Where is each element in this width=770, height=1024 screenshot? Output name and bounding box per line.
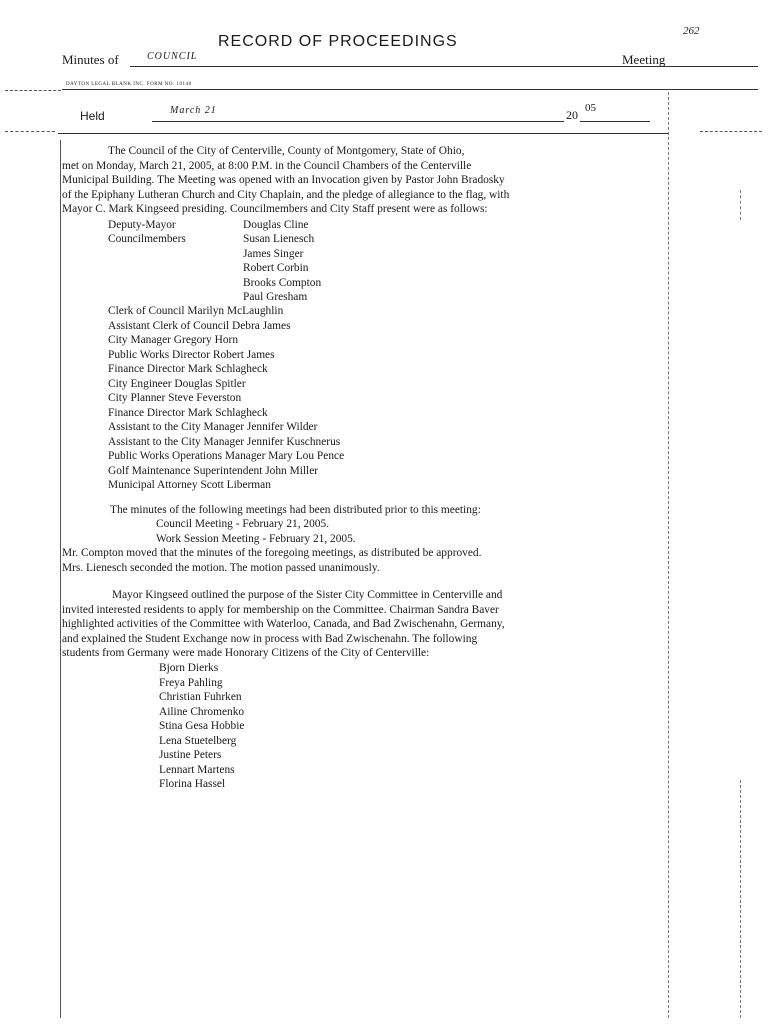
opening-line: met on Monday, March 21, 2005, at 8:00 P.M. in the Council Chambers of the Centerville — [62, 159, 472, 172]
header-rule-left — [5, 90, 61, 91]
held-date: March 21 — [170, 105, 217, 116]
councilmember-list — [243, 232, 321, 305]
staff-member: Finance Director Mark Schlagheck — [108, 363, 268, 375]
staff-member: City Manager Gregory Horn — [108, 334, 239, 346]
student-name: Christian Fuhrken — [159, 691, 242, 703]
deputy-mayor-label: Deputy-Mayor — [108, 219, 176, 231]
minutes-of-label: Minutes of — [62, 52, 119, 67]
sister-city-line: students from Germany were made Honorary Citizens of the City of Centerville: — [62, 647, 430, 660]
right-edge-mark-lower — [740, 780, 741, 1018]
staff-member: Assistant Clerk of Council Debra James — [108, 319, 291, 332]
section-rule-right — [700, 131, 762, 132]
motion-paragraph — [62, 546, 662, 575]
prior-meetings-list — [156, 517, 356, 546]
councilmember-name: Susan Lienesch — [243, 233, 315, 245]
student-name: Ailine Chromenko — [159, 705, 245, 718]
year-underline — [580, 121, 650, 122]
staff-member: City Engineer Douglas Spitler — [108, 377, 246, 390]
sister-city-paragraph — [62, 588, 662, 661]
minutes-intro: The minutes of the following meetings had been distributed prior to this meeting: — [110, 504, 481, 516]
staff-member: Assistant to the City Manager Jennifer Kuschnerus — [108, 435, 341, 448]
student-name: Stina Gesa Hobbie — [159, 720, 245, 732]
meeting-underline — [618, 66, 758, 67]
sister-city-line: invited interested residents to apply for membership on the Committee. Chairman Sandra Baver — [62, 603, 499, 616]
minutes-of-value: COUNCIL — [147, 51, 198, 62]
section-rule-left — [5, 131, 55, 132]
right-edge-mark — [740, 190, 741, 220]
opening-line: Municipal Building. The Meeting was opened with an Invocation given by Pastor John Bradosky — [62, 174, 505, 187]
student-list — [159, 661, 244, 792]
prior-meeting: Work Session Meeting - February 21, 2005. — [156, 532, 356, 545]
left-margin-rule — [60, 140, 61, 1018]
opening-line: of the Epiphany Lutheran Church and City Chaplain, and the pledge of allegiance to the flag, with — [62, 188, 510, 201]
minutes-of-underline — [130, 66, 620, 67]
held-underline — [152, 121, 564, 122]
student-name: Bjorn Dierks — [159, 662, 219, 674]
opening-line: The Council of the City of Centerville, County of Montgomery, State of Ohio, — [108, 145, 465, 157]
staff-member: Public Works Director Robert James — [108, 348, 275, 361]
page-title: RECORD OF PROCEEDINGS — [218, 33, 458, 50]
student-name: Lennart Martens — [159, 763, 235, 776]
sister-city-line: and explained the Student Exchange now in process with Bad Zwischenahn. The following — [62, 632, 478, 645]
staff-member: Finance Director Mark Schlagheck — [108, 406, 268, 419]
staff-member: Assistant to the City Manager Jennifer Wilder — [108, 421, 318, 433]
councilmember-name: Brooks Compton — [243, 276, 322, 289]
sister-city-line: Mayor Kingseed outlined the purpose of the Sister City Committee in Centerville and — [112, 589, 503, 601]
meeting-label: Meeting — [622, 52, 666, 67]
printer-line: DAYTON LEGAL BLANK INC. FORM NO. 10148 — [66, 82, 192, 87]
motion-line: Mr. Compton moved that the minutes of the foregoing meetings, as distributed be approved. — [62, 547, 482, 559]
councilmember-name: Paul Gresham — [243, 291, 308, 303]
page-number: 262 — [683, 25, 700, 37]
header-rule — [62, 89, 758, 90]
student-name: Lena Stuetelberg — [159, 734, 237, 747]
staff-member: Public Works Operations Manager Mary Lou Pence — [108, 450, 345, 462]
student-name: Freya Pahling — [159, 676, 223, 689]
year-value: 05 — [585, 102, 596, 114]
deputy-mayor-name: Douglas Cline — [243, 219, 309, 231]
staff-list — [108, 304, 344, 493]
opening-line: Mayor C. Mark Kingseed presiding. Councilmembers and City Staff present were as follows: — [62, 203, 488, 216]
prior-meeting: Council Meeting - February 21, 2005. — [156, 518, 330, 530]
held-label: Held — [80, 109, 105, 123]
opening-paragraph — [62, 144, 662, 217]
staff-member: Golf Maintenance Superintendent John Miller — [108, 464, 319, 477]
councilmembers-label: Councilmembers — [108, 233, 186, 245]
section-rule — [58, 133, 668, 134]
year-prefix: 20 — [566, 108, 578, 122]
staff-member: City Planner Steve Feverston — [108, 392, 242, 404]
right-margin-rule — [668, 92, 669, 1018]
staff-member: Municipal Attorney Scott Liberman — [108, 479, 271, 491]
councilmember-name: Robert Corbin — [243, 262, 309, 274]
student-name: Justine Peters — [159, 749, 222, 761]
staff-member: Clerk of Council Marilyn McLaughlin — [108, 305, 284, 317]
student-name: Florina Hassel — [159, 778, 226, 790]
sister-city-line: highlighted activities of the Committee with Waterloo, Canada, and Bad Zwischenahn, Germany, — [62, 618, 505, 631]
councilmember-name: James Singer — [243, 247, 304, 260]
motion-line: Mrs. Lienesch seconded the motion. The motion passed unanimously. — [62, 561, 380, 574]
